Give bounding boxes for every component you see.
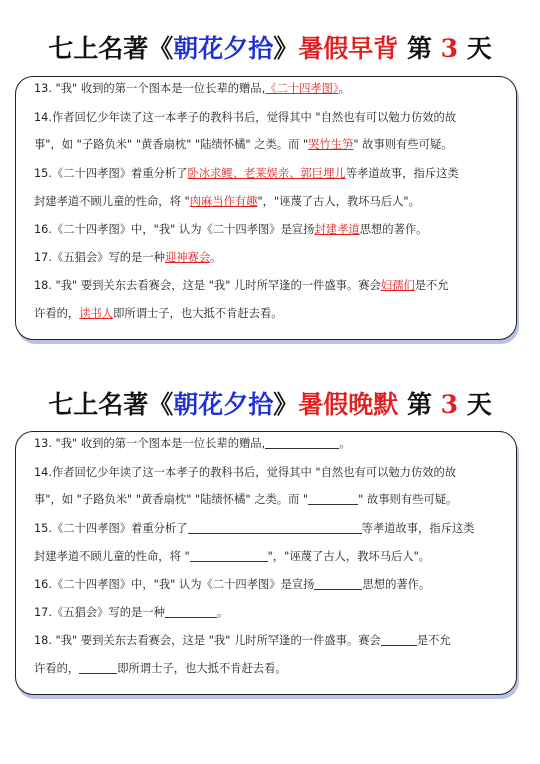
q13-end: 。 [339,437,351,450]
q16-answer: 封建孝道 [314,223,360,236]
sheet-1-title [0,34,540,64]
question-18-line-2 [34,306,508,322]
q18-line2-a: 许看的， [34,307,80,320]
title-day-pre: 第 [398,390,441,419]
q16-b: 思想的著作。 [359,223,428,236]
q15-line2-b: "，"诬蔑了古人，教坏马后人"。 [257,195,420,208]
title-close: 》 [273,390,299,419]
q15-line2-b: "，"诬蔑了古人，教坏马后人"。 [267,550,431,563]
sheet-2-title [0,390,540,420]
q16-a: 16.《二十四孝图》中，"我" 认为《二十四孝图》是宣扬 [34,578,315,591]
title-prefix: 七上名著《 [48,34,174,63]
question-18-line-1 [34,633,508,649]
title-book: 朝花夕拾 [173,34,274,63]
q15-line2-a: 封建孝道不顾儿童的性命，将 " [34,195,190,208]
title-day-post: 天 [458,34,492,63]
q14-line1: 14.作者回忆少年读了这一本孝子的教科书后，觉得其中 "自然也有可以勉力仿效的故 [34,111,457,124]
q14-line2-a: 事"，如 "子路负米" "黄香扇枕" "陆绩怀橘" 之类。而 " [34,493,309,506]
title-day-post: 天 [458,390,492,419]
title-mode: 暑假早背 [298,34,399,63]
title-book: 朝花夕拾 [173,390,274,419]
title-prefix: 七上名著《 [48,390,174,419]
q14-line2-b: " 故事则有些可疑。 [358,493,458,506]
q16-b: 思想的著作。 [362,578,431,591]
title-mode: 暑假晚默 [298,390,399,419]
q18-answer-2: 读书人 [79,307,114,320]
q18-blank-1[interactable] [381,633,417,646]
question-13 [34,81,508,97]
question-14-line-1 [34,110,508,126]
q18-line1-a: 18. "我" 要到关东去看赛会，这是 "我" 儿时所罕逢的一件盛事。赛会 [34,279,381,292]
q15-line1-a: 15.《二十四孝图》着重分析了 [34,167,188,180]
q17-blank[interactable] [165,605,217,618]
q13-answer: 《二十四孝图》 [265,82,339,95]
q18-line2-b: 即所谓士子，也大抵不肯赶去看。 [117,662,287,675]
question-17 [34,250,508,266]
q18-line2-b: 即所谓士子，也大抵不肯赶去看。 [113,307,283,320]
question-14-line-1 [34,465,508,481]
q15-answer-1: 卧冰求鲤、老莱娱亲、郭巨埋儿 [187,167,346,180]
q18-blank-2[interactable] [79,661,117,674]
q15-line2-a: 封建孝道不顾儿童的性命，将 " [34,550,190,563]
q14-answer: 哭竹生笋 [308,138,354,151]
q17-a: 17.《五猖会》写的是一种 [34,606,165,619]
question-17 [34,605,508,621]
q16-blank[interactable] [314,577,362,590]
q13-text: 13. "我" 收到的第一个图本是一位长辈的赠品, [34,82,266,95]
q18-line2-a: 许看的， [34,662,80,675]
title-day-number: 3 [440,34,459,63]
q14-line2-b: " 故事则有些可疑。 [353,138,453,151]
question-15-line-2 [34,549,508,565]
q17-a: 17.《五猖会》写的是一种 [34,251,165,264]
question-13 [34,436,508,452]
q13-blank[interactable] [265,436,339,449]
question-16 [34,222,508,238]
q15-line1-b: 等孝道故事，指斥这类 [361,522,475,535]
q18-line1-b: 是不允 [414,279,449,292]
q15-blank-2[interactable] [190,549,268,562]
q15-answer-2: 肉麻当作有趣 [189,195,258,208]
title-day-pre: 第 [398,34,441,63]
question-16 [34,577,508,593]
question-15-line-1 [34,521,508,537]
q14-blank[interactable] [308,492,358,505]
q14-line1: 14.作者回忆少年读了这一本孝子的教科书后，觉得其中 "自然也有可以勉力仿效的故 [34,466,457,479]
q15-line1-b: 等孝道故事，指斥这类 [345,167,459,180]
q18-line1-b: 是不允 [416,634,451,647]
q18-line1-a: 18. "我" 要到关东去看赛会，这是 "我" 儿时所罕逢的一件盛事。赛会 [34,634,381,647]
question-15-line-1 [34,166,508,182]
q13-text: 13. "我" 收到的第一个图本是一位长辈的赠品, [34,437,266,450]
question-18-line-2 [34,661,508,677]
title-close: 》 [273,34,299,63]
title-day-number: 3 [440,390,459,419]
question-15-line-2 [34,194,508,210]
question-14-line-2 [34,492,508,508]
q15-blank-1[interactable] [188,521,362,534]
q13-end: 。 [338,82,350,95]
q16-a: 16.《二十四孝图》中，"我" 认为《二十四孝图》是宣扬 [34,223,315,236]
q17-b: 。 [216,606,229,619]
question-18-line-1 [34,278,508,294]
sheet-1-card [15,76,517,340]
q17-answer: 迎神赛会 [164,251,211,264]
q14-line2-a: 事"，如 "子路负米" "黄香扇枕" "陆绩怀橘" 之类。而 " [34,138,309,151]
q17-b: 。 [210,251,222,264]
q15-line1-a: 15.《二十四孝图》着重分析了 [34,522,188,535]
question-14-line-2 [34,137,508,153]
q18-answer-1: 妇孺们 [380,279,415,292]
sheet-2-card [15,431,517,695]
